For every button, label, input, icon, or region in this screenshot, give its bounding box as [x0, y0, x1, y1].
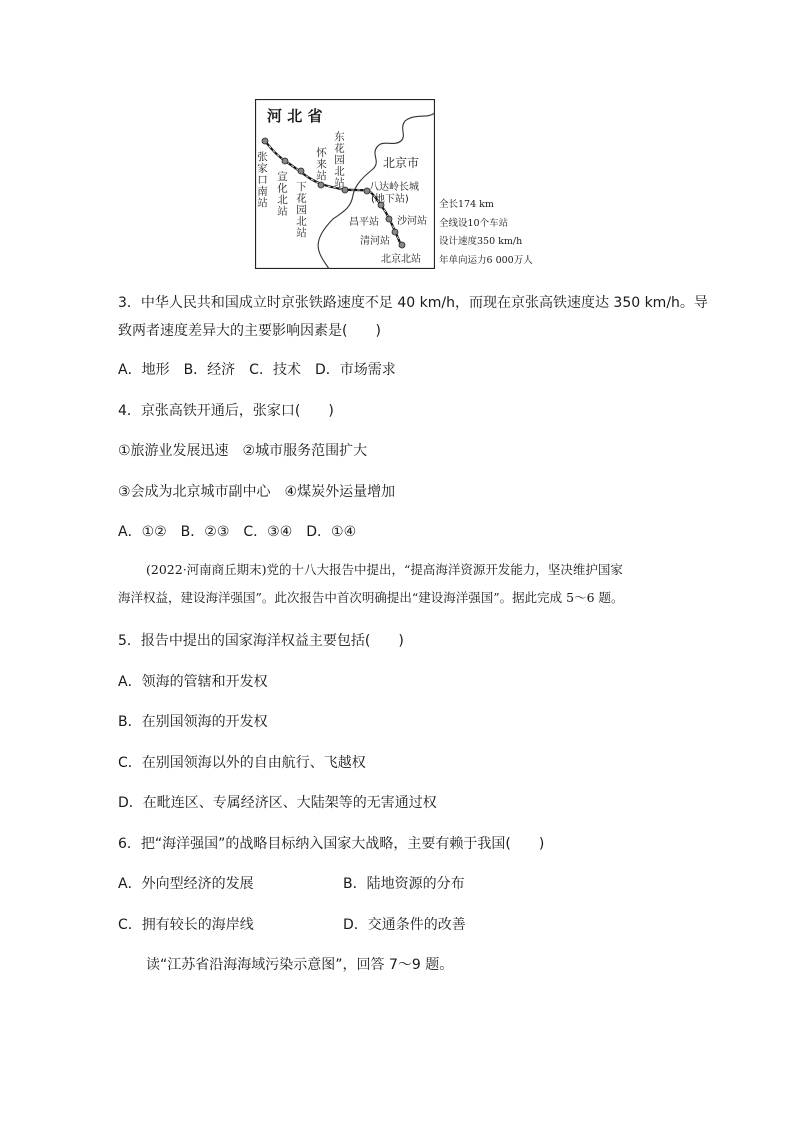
q4-items-1: ①旅游业发展迅速 ②城市服务范围扩大 — [118, 443, 368, 459]
station-dot-beijing-north — [399, 242, 405, 248]
q3-stem-line1: 3．中华人民共和国成立时京张铁路速度不足 40 km/h，而现在京张高铁速度达 350 km/h。导 — [118, 295, 708, 311]
q5-option-b: B．在别国领海的开发权 — [118, 714, 268, 730]
label-huailai: 怀来站 — [315, 147, 327, 182]
station-dot-zhangjiakou — [262, 138, 268, 144]
map-legend — [439, 196, 533, 270]
station-dot-xiahuayuan — [298, 168, 304, 174]
intro-line-1: (2022·河南商丘期末)党的十八大报告中提出，“提高海洋资源开发能力，坚决维护国家 — [146, 562, 623, 577]
q5-option-d: D．在毗连区、专属经济区、大陆架等的无害通过权 — [118, 795, 437, 811]
q3-options: A．地形 B．经济 C．技术 D．市场需求 — [118, 362, 396, 378]
q4-stem: 4．京张高铁开通后，张家口( ) — [118, 403, 334, 419]
legend-capacity: 年单向运力6 000万人 — [439, 254, 533, 266]
map-province-label: 河 北 省 — [267, 107, 323, 125]
station-dot-huailai — [318, 182, 324, 188]
q5-stem: 5．报告中提出的国家海洋权益主要包括( ) — [118, 633, 404, 649]
q4-options: A．①② B．②③ C．③④ D．①④ — [118, 524, 357, 540]
label-badaling-2: (地下站) — [371, 194, 409, 205]
railway-map — [255, 99, 435, 269]
intro-7-9: 读“江苏省沿海海域污染示意图”，回答 7～9 题。 — [146, 957, 454, 973]
q6-option-d: D．交通条件的改善 — [343, 917, 466, 933]
label-badaling-1: 八达岭长城 — [369, 182, 419, 193]
label-beijing-north: 北京北站 — [381, 254, 421, 265]
label-changping: 昌平站 — [349, 217, 379, 228]
legend-length: 全长174 km — [439, 199, 494, 210]
q5-option-a: A．领海的管辖和开发权 — [118, 674, 268, 690]
label-xuanhua-north: 宣化北站 — [276, 171, 288, 217]
q5-option-c: C．在别国领海以外的自由航行、飞越权 — [118, 755, 366, 771]
label-zhangjiakou-south: 张家口南站 — [256, 151, 268, 209]
q6-option-c: C．拥有较长的海岸线 — [118, 917, 254, 933]
q4-items-2: ③会成为北京城市副中心 ④煤炭外运量增加 — [118, 484, 396, 500]
map-city-label: 北京市 — [383, 156, 420, 170]
q6-option-a: A．外向型经济的发展 — [118, 876, 254, 892]
q6-stem: 6．把“海洋强国”的战略目标纳入国家大战略，主要有赖于我国( ) — [118, 836, 545, 852]
intro-5-6 — [118, 556, 688, 612]
intro-line-2: 海洋权益，建设海洋强国”。此次报告中首次明确提出“建设海洋强国”。据此完成 5～6 题。 — [118, 590, 624, 605]
station-dot-shahe — [386, 216, 392, 222]
legend-stations: 全线设10个车站 — [439, 217, 509, 229]
label-xiahuayuan-north: 下花园北站 — [295, 181, 307, 239]
label-shahe: 沙河站 — [397, 216, 427, 227]
legend-speed: 设计速度350 km/h — [439, 236, 523, 247]
railway-map-svg — [255, 99, 435, 269]
label-donghuayuan-north: 东花园北站 — [333, 131, 345, 189]
station-dot-qinghe — [392, 229, 398, 235]
station-dot-xuanhua — [282, 158, 288, 164]
label-qinghe: 清河站 — [360, 236, 390, 247]
q3-stem-line2: 致两者速度差异大的主要影响因素是( ) — [118, 323, 381, 339]
q6-option-b: B．陆地资源的分布 — [343, 876, 465, 892]
